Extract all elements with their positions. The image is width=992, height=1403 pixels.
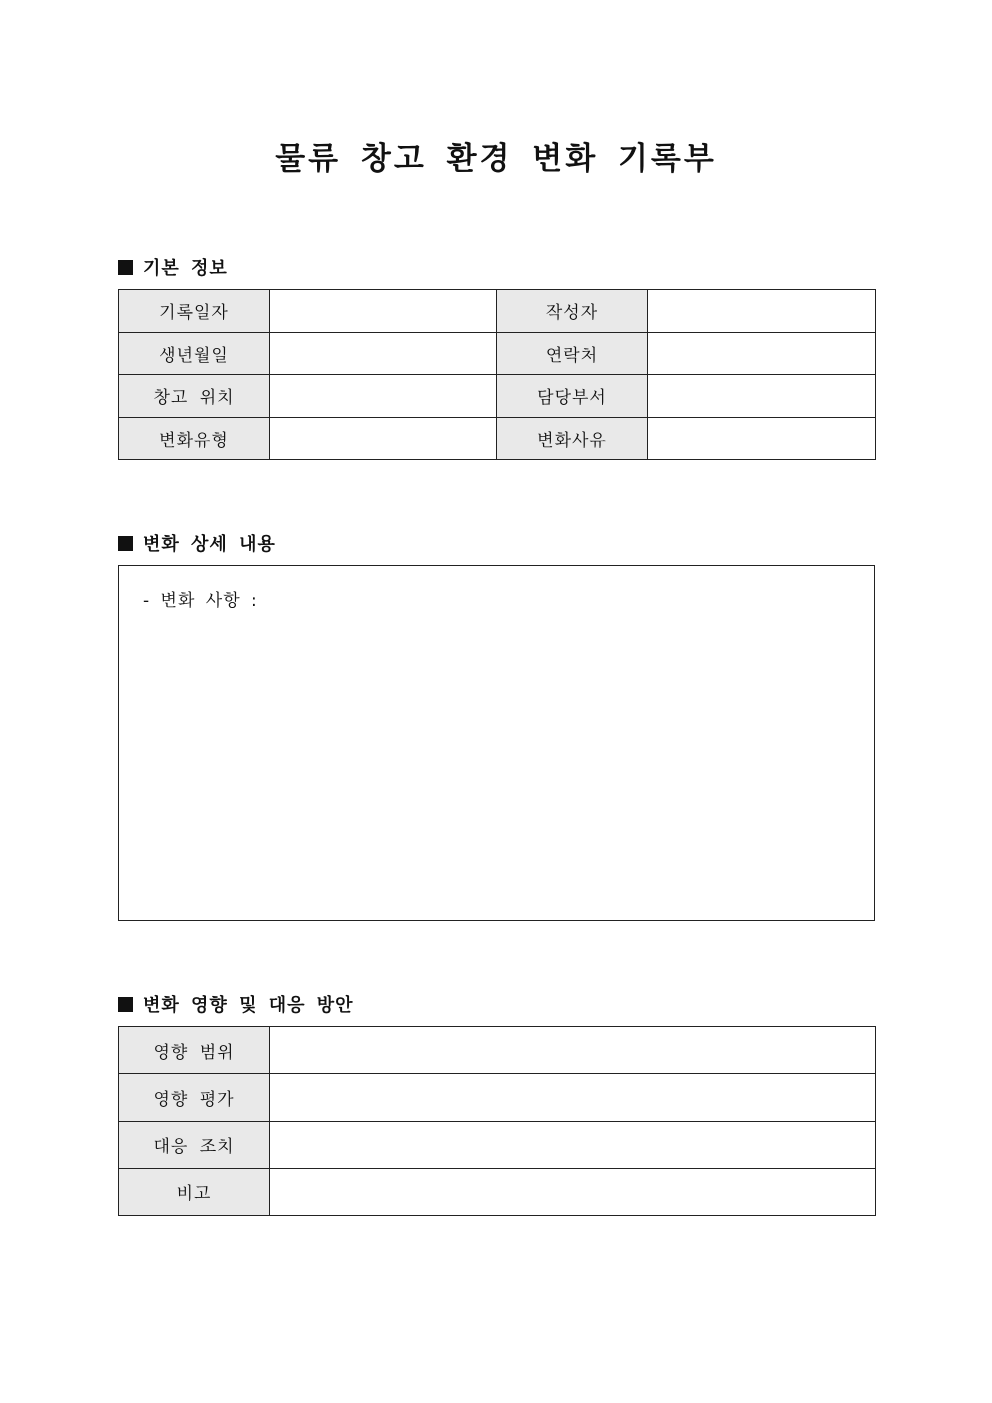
impact-assessment-label: 영향 평가 [119,1074,270,1121]
table-row [119,332,876,375]
impact-scope-label: 영향 범위 [119,1027,270,1074]
basic-info-table [118,289,876,460]
table-row [119,1168,876,1215]
table-row [119,375,876,418]
basic-info-heading [118,254,228,280]
author-field[interactable] [648,290,876,333]
contact-label: 연락처 [497,332,648,375]
response-action-field[interactable] [270,1121,876,1168]
table-row [119,290,876,333]
department-field[interactable] [648,375,876,418]
square-bullet-icon [118,536,133,551]
impact-table [118,1026,876,1216]
table-row [119,1074,876,1121]
square-bullet-icon [118,997,133,1012]
remarks-label: 비고 [119,1168,270,1215]
contact-field[interactable] [648,332,876,375]
response-action-label: 대응 조치 [119,1121,270,1168]
impact-assessment-field[interactable] [270,1074,876,1121]
warehouse-location-label: 창고 위치 [119,375,270,418]
document-title: 물류 창고 환경 변화 기록부 [275,141,717,177]
birth-date-field[interactable] [270,332,497,375]
change-item-label: - 변화 사항 : [143,591,258,611]
basic-info-heading-text: 기본 정보 [143,258,228,279]
change-detail-box[interactable] [118,565,875,921]
change-type-field[interactable] [270,417,497,460]
author-label: 작성자 [497,290,648,333]
table-row [119,417,876,460]
record-date-field[interactable] [270,290,497,333]
change-reason-field[interactable] [648,417,876,460]
record-date-label: 기록일자 [119,290,270,333]
impact-scope-field[interactable] [270,1027,876,1074]
change-type-label: 변화유형 [119,417,270,460]
warehouse-location-field[interactable] [270,375,497,418]
department-label: 담당부서 [497,375,648,418]
change-detail-heading [118,530,276,556]
table-row [119,1027,876,1074]
table-row [119,1121,876,1168]
birth-date-label: 생년월일 [119,332,270,375]
change-detail-heading-text: 변화 상세 내용 [143,534,276,555]
square-bullet-icon [118,260,133,275]
impact-heading-text: 변화 영향 및 대응 방안 [143,995,354,1016]
remarks-field[interactable] [270,1168,876,1215]
change-reason-label: 변화사유 [497,417,648,460]
impact-heading [118,991,354,1017]
